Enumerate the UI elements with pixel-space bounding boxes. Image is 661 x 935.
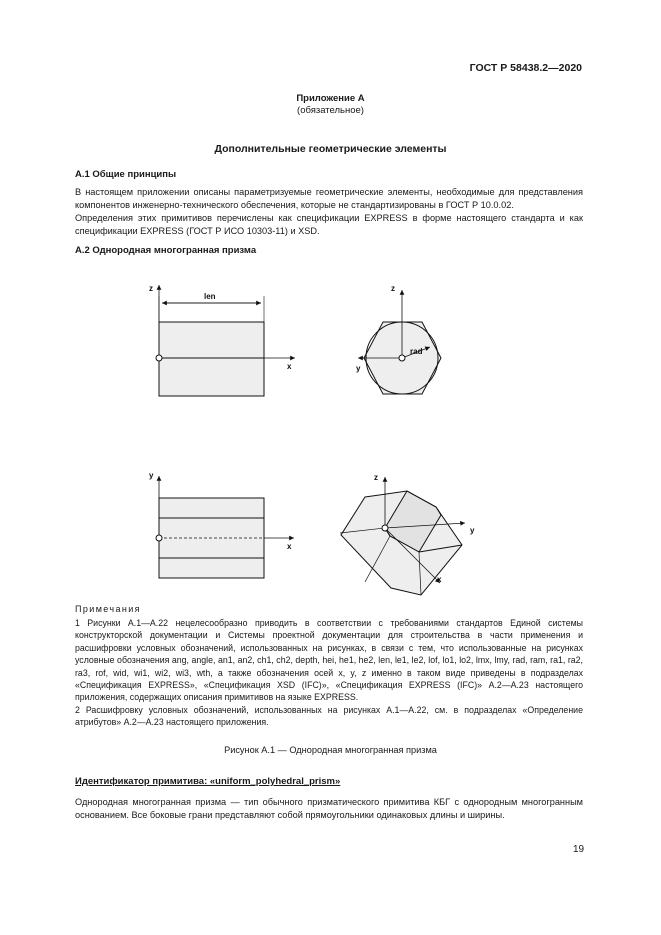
side-view-prism (156, 285, 295, 396)
identifier-text: Однородная многогранная призма — тип обычного призматического примитива КБГ с однородным многогранным основанием. Все боковые грани представляют собой прямоугольники одинаковых длины и ширины. (75, 797, 583, 820)
axis-y-label-2: y (149, 471, 154, 480)
axis-z-label-2: z (391, 284, 395, 293)
axis-z-label-3: z (374, 473, 378, 482)
axis-y-label-1: y (356, 364, 361, 373)
identifier-title: Идентификатор примитива: «uniform_polyhedral_prism» (75, 776, 341, 787)
standard-header: ГОСТ Р 58438.2—2020 (469, 62, 582, 74)
axis-x-label-3: x (437, 575, 442, 584)
axis-x-label-2: x (287, 542, 292, 551)
section-title: Дополнительные геометрические элементы (214, 143, 447, 155)
rad-label: rad (410, 347, 423, 356)
a1-paragraph-1: В настоящем приложении описаны параметризуемые геометрические элементы, необходимые для представления компонентов инженерно-технического обеспечения, которые не стандартизированы в ГОСТ Р 10.0.02. (75, 187, 583, 210)
page-number: 19 (573, 844, 585, 855)
axis-x-label-1: x (287, 362, 292, 371)
front-view-hexagon (358, 290, 441, 394)
axis-y-label-3: y (470, 526, 475, 535)
notes-block (75, 617, 583, 729)
note-1: 1 Рисунки А.1—А.22 нецелесообразно приводить в соответствии с требованиями стандартов Единой системы конструкторской документации и Системы проектной документации для строительства в части применения и расшифровки условных обозначений, использованных на рисунках, в связи с тем, что использованные на рисунках условные обозначения ang, angle, an1, an2, ch1, ch2, depth, hei, he1, he2, len, le1, le2, lof, lo1, lo2, lmx, lmy, rad, ram, ra1, ra2, ra3, rof, wid, wi1, wi2, wi3, wth, а также обозначения осей x, y, z именно в таком виде приведены в подразделах «Спецификация EXPRESS», «Спецификация XSD (IFC)», «Спецификация EXPRESS (IFC)» А.2—А.23 настоящего приложения, содержащих описания примитивов на языке EXPRESS. (75, 618, 583, 703)
a1-paragraph-2: Определения этих примитивов перечислены как спецификации EXPRESS в форме настоящего стандарта и как спецификации EXPRESS (ГОСТ Р ИСО 10303-11) и XSD. (75, 213, 583, 236)
a2-heading: А.2 Однородная многогранная призма (75, 245, 257, 256)
note-2: 2 Расшифровку условных обозначений, использованных на рисунках А.1—А.22, см. в подразделах «Определение атрибутов» А.2—А.23 настоящего приложения. (75, 704, 583, 728)
annex-subtitle: (обязательное) (297, 105, 364, 116)
figure-caption: Рисунок А.1 — Однородная многогранная призма (224, 745, 437, 755)
a1-heading: А.1 Общие принципы (75, 169, 177, 180)
axis-z-label-1: z (149, 284, 153, 293)
isometric-prism (340, 477, 465, 595)
len-label: len (204, 292, 216, 301)
top-view-prism (156, 476, 294, 578)
annex-title: Приложение А (296, 93, 365, 104)
notes-heading: Примечания (75, 604, 141, 614)
